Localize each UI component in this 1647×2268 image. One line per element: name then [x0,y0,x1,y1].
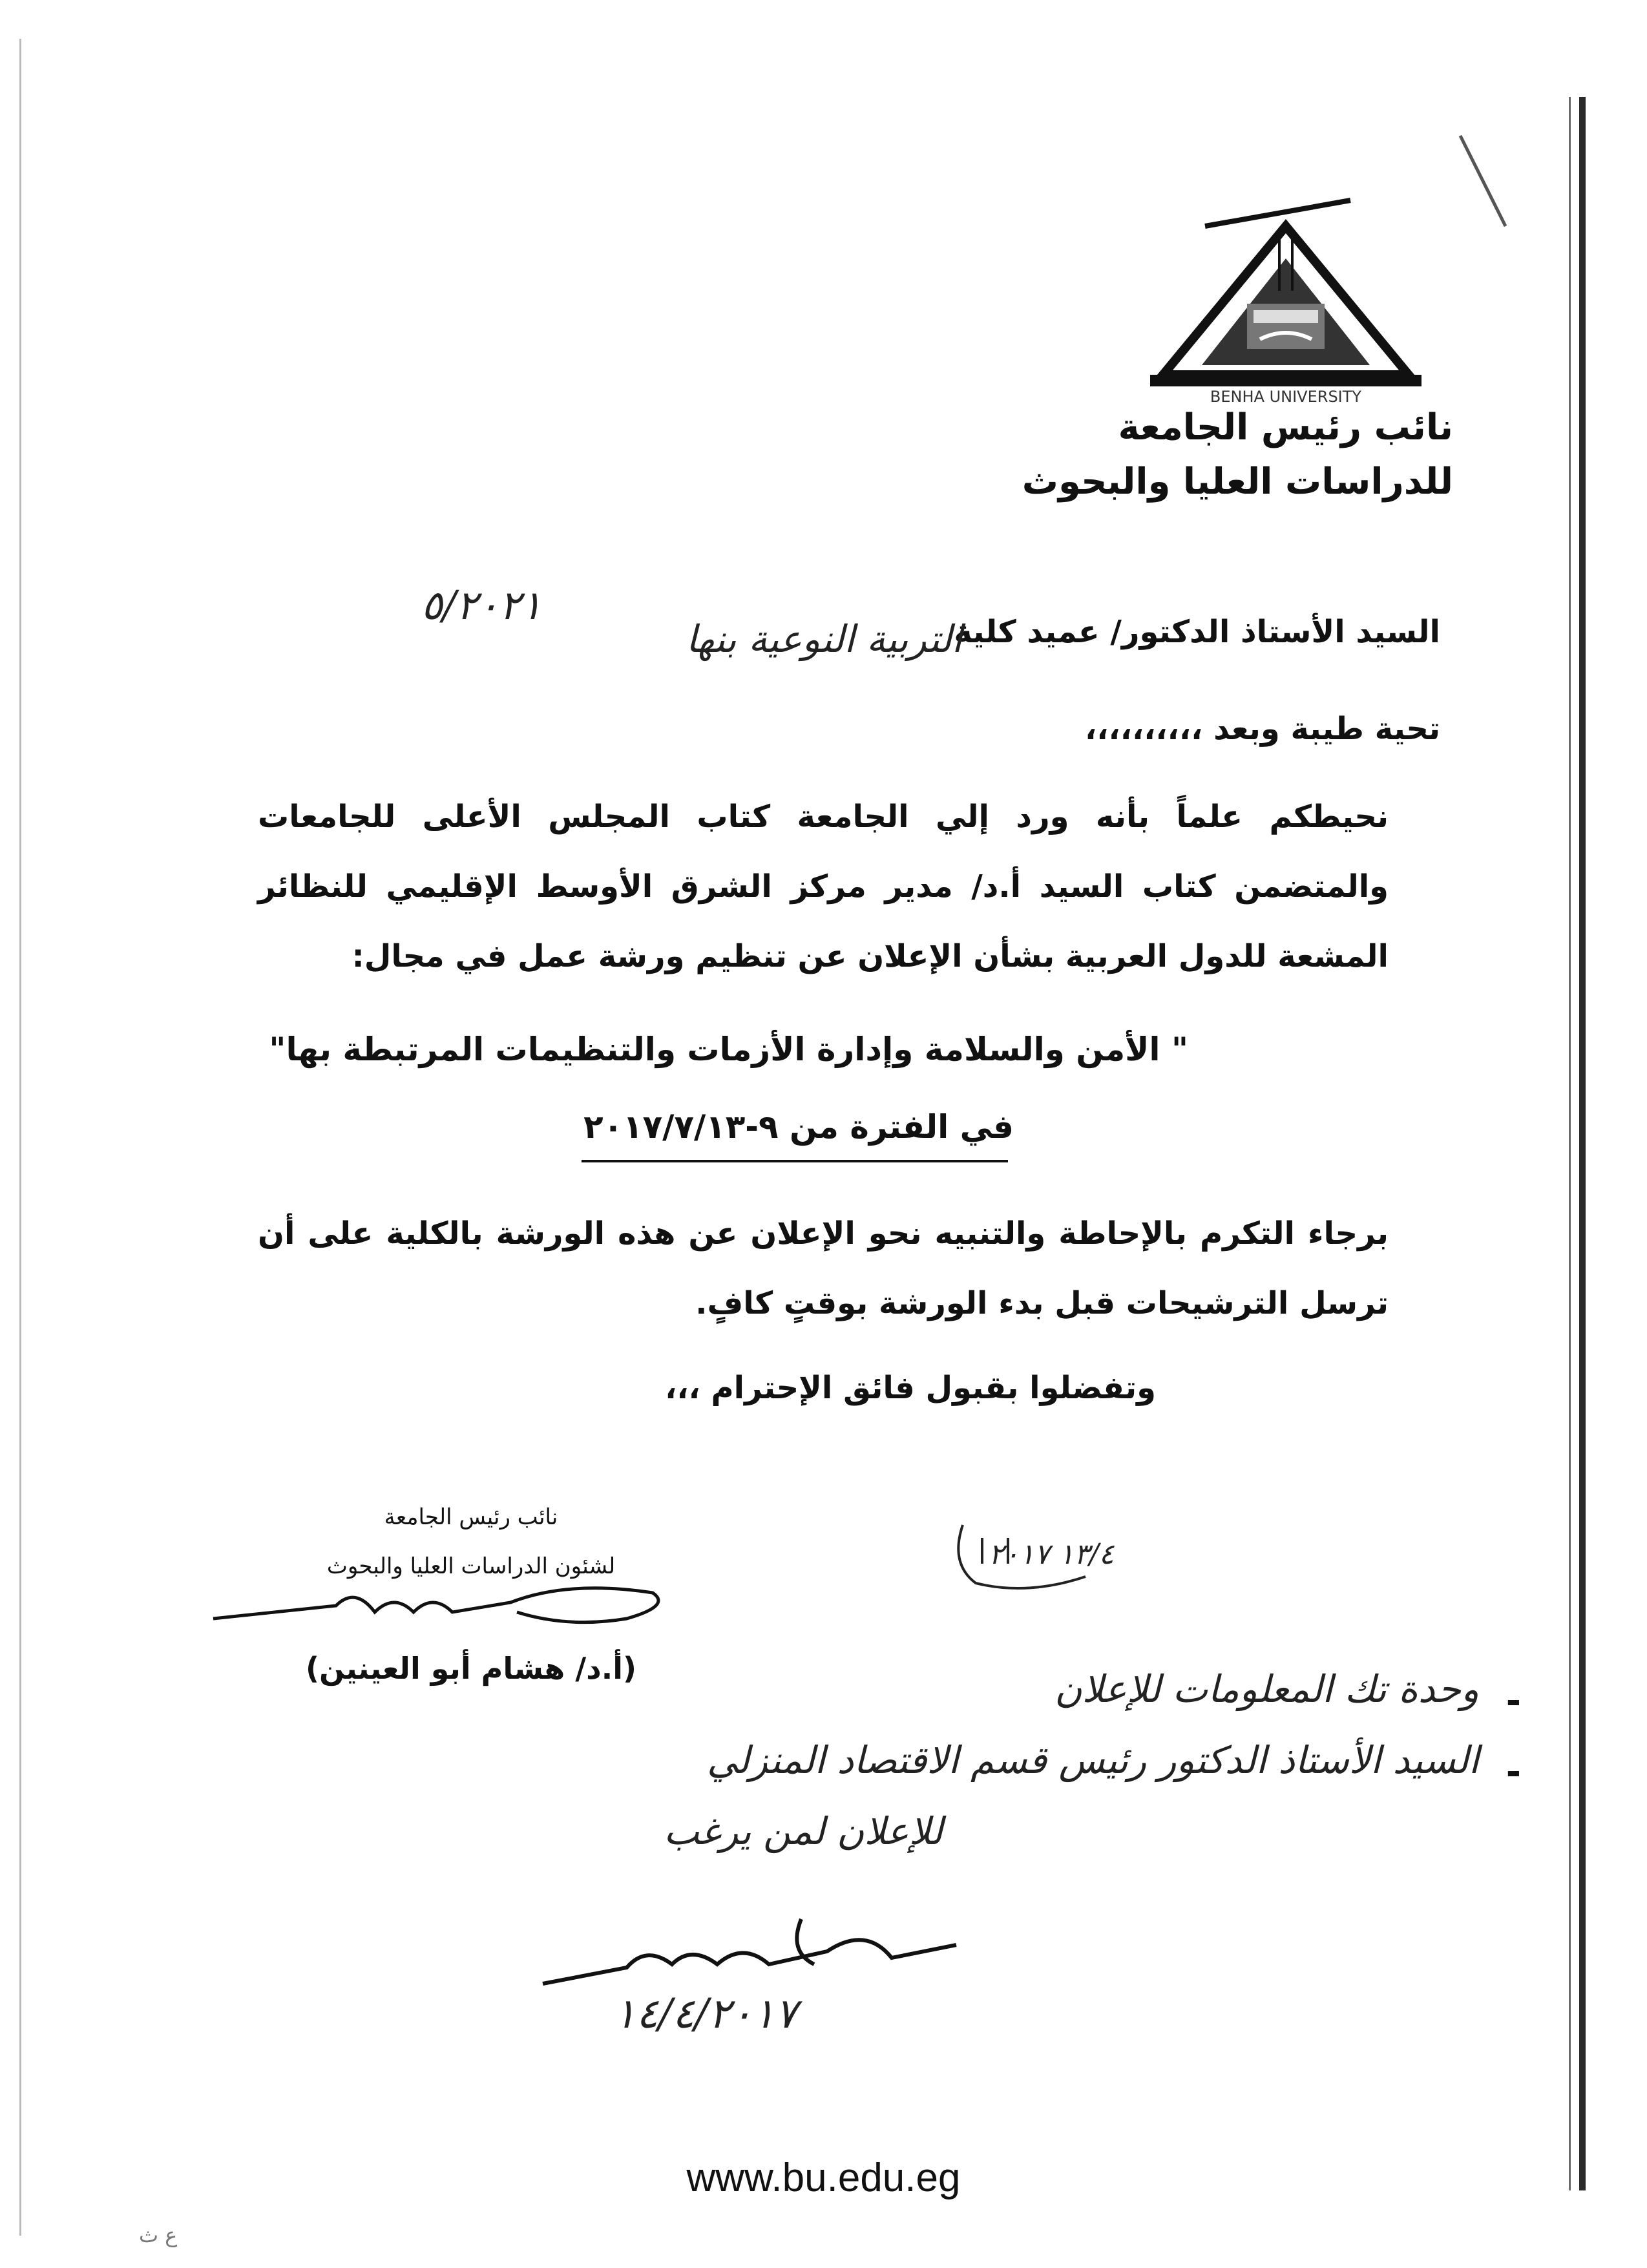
scan-edge-left [19,39,21,2236]
footer-website: www.bu.edu.eg [686,2156,961,2200]
request-paragraph: برجاء التكرم بالإحاطة والتنبيه نحو الإعلان عن هذه الورشة بالكلية على أن ترسل الترشيحات قبل بدء الورشة بوقتٍ كافٍ. [258,1215,1389,1321]
addressee: السيد الأستاذ الدكتور/ عميد كلية [954,614,1440,650]
handwritten-date: ١٤/٤/٢٠١٧ [614,1990,797,2038]
scan-edge-right-inner [1569,97,1571,2190]
handwritten-final-signature [530,1906,969,1997]
signatory-name: (أ.د/ هشام أبو العينين) [305,1651,637,1686]
header-line-2: للدراسات العليا والبحوث [1022,461,1453,503]
corner-mark: ع ث [139,2223,178,2247]
header-line-1: نائب رئيس الجامعة [1118,406,1453,448]
greeting: تحية طيبة وبعد ،،،،،،،،،، [1085,711,1440,747]
closing: وتفضلوا بقبول فائق الإحترام ،،، [665,1370,1156,1406]
header-title [936,401,1453,509]
addressee-handwritten: التربية النوعية بنها [686,617,962,661]
note-bullet: - [1505,1680,1521,1722]
body-paragraph: نحيطكم علماً بأنه ورد إلي الجامعة كتاب المجلس الأعلى للجامعات والمتضمن كتاب السيد أ.د/ مدير مركز الشرق الأوسط الإقليمي للنظائر المشعة للدول العربية بشأن الإعلان عن تنظيم ورشة عمل في مجال: [258,799,1389,974]
workshop-topic: " الأمن والسلامة وإدارة الأزمات والتنظيمات المرتبطة بها" [269,1031,1188,1068]
handwritten-note-2: السيد الأستاذ الدكتور رئيس قسم الاقتصاد المنزلي [707,1738,1479,1782]
handwritten-signature [207,1573,672,1632]
period-underline [582,1160,1008,1162]
handwritten-note-1: وحدة تك المعلومات للإعلان [1054,1667,1479,1711]
pen-stroke-mark [1454,129,1512,233]
addressee-handwritten-note: ٥/٢٠٢١ [421,582,542,629]
workshop-period: في الفترة من ٩-٢٠١٧/٧/١٣ [583,1108,1014,1146]
scan-edge-right [1579,97,1586,2190]
logo-caption: BENHA UNIVERSITY [1210,388,1362,406]
note-bullet: - [1505,1751,1521,1793]
signature-title-line-1: نائب رئيس الجامعة [384,1504,558,1530]
signature-title-line-2: لشئون الدراسات العليا والبحوث [326,1553,616,1579]
margin-note: ١٣/٤ ٢٠١٧ [989,1538,1115,1571]
benha-university-logo [1150,213,1421,407]
handwritten-note-3: للإعلان لمن يرغب [664,1809,943,1853]
